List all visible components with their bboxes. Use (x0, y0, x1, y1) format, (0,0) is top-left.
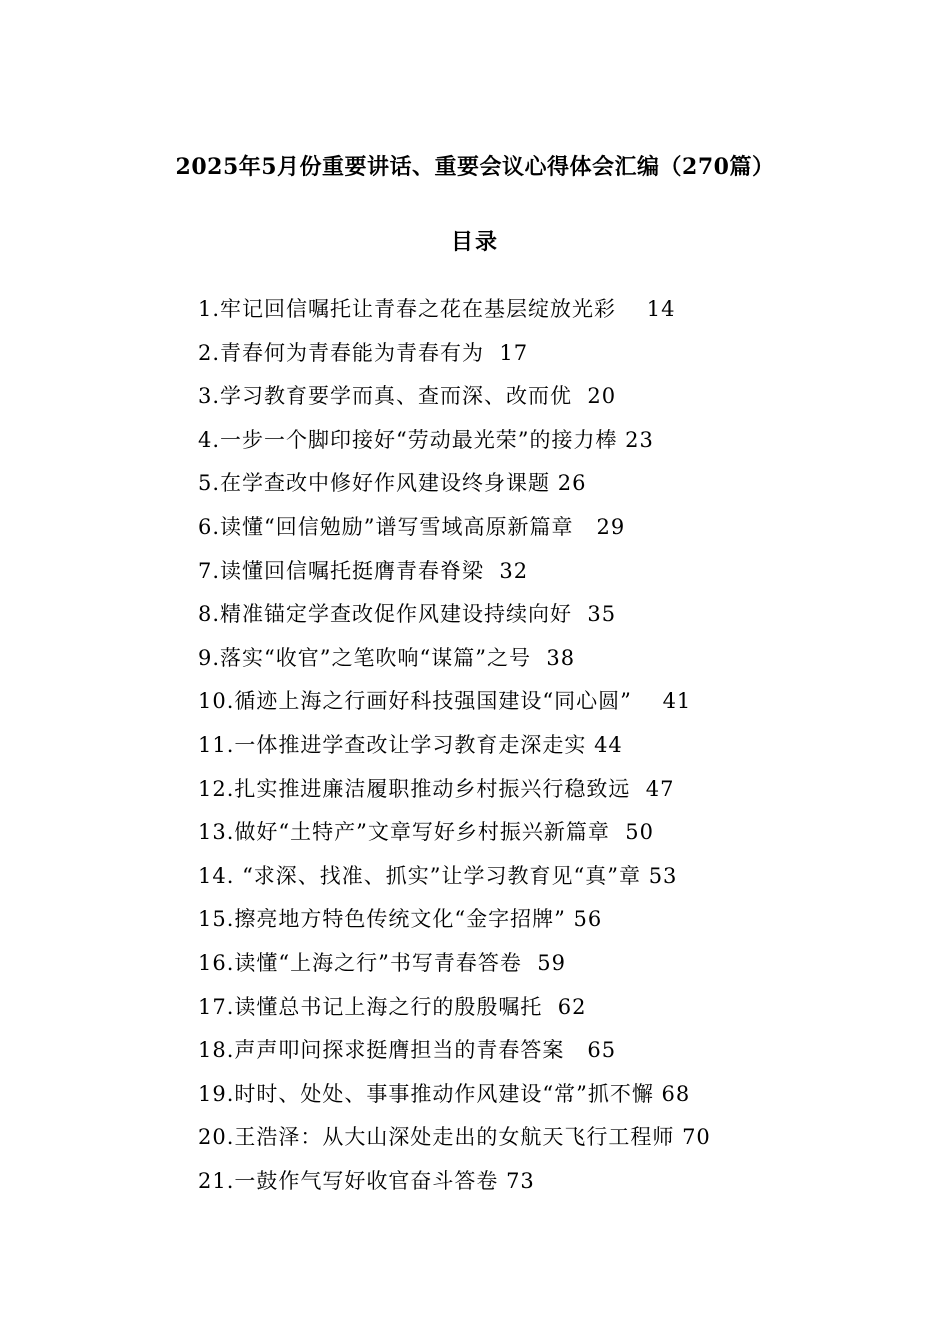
toc-item-text: 13.做好“土特产”文章写好乡村振兴新篇章 50 (198, 820, 654, 845)
toc-item[interactable] (198, 773, 818, 817)
toc-item[interactable] (198, 293, 818, 337)
toc-item-text: 20.王浩泽：从大山深处走出的女航天飞行工程师 70 (198, 1125, 711, 1150)
toc-item[interactable] (198, 337, 818, 381)
toc-item[interactable] (198, 947, 818, 991)
toc-item[interactable] (198, 816, 818, 860)
toc-item[interactable] (198, 903, 818, 947)
toc-item-text: 16.读懂“上海之行”书写青春答卷 59 (198, 950, 566, 975)
toc-item[interactable] (198, 1034, 818, 1078)
toc-item[interactable] (198, 467, 818, 511)
table-of-contents (198, 293, 818, 1208)
toc-item[interactable] (198, 1078, 818, 1122)
toc-item-text: 17.读懂总书记上海之行的殷殷嘱托 62 (198, 994, 587, 1019)
toc-item-text: 10.循迹上海之行画好科技强国建设“同心圆” 41 (198, 689, 692, 714)
toc-item-text: 1.牢记回信嘱托让青春之花在基层绽放光彩 14 (198, 297, 676, 321)
toc-item[interactable] (198, 685, 818, 729)
toc-item-text: 18.声声叩问探求挺膺担当的青春答案 65 (198, 1038, 617, 1063)
toc-item-text: 9.落实“收官”之笔吹响“谋篇”之号 38 (198, 645, 576, 670)
toc-item[interactable] (198, 729, 818, 773)
toc-item-text: 2.青春何为青春能为青春有为 17 (198, 340, 529, 365)
toc-item-text: 8.精准锚定学查改促作风建设持续向好 35 (198, 602, 617, 627)
toc-item[interactable] (198, 860, 818, 904)
toc-item-text: 4.一步一个脚印接好“劳动最光荣”的接力棒 23 (198, 427, 654, 452)
toc-item[interactable] (198, 424, 818, 468)
toc-heading: 目录 (450, 229, 499, 255)
toc-item[interactable] (198, 380, 818, 424)
toc-item-text: 7.读懂回信嘱托挺膺青春脊梁 32 (198, 558, 529, 583)
toc-item-text: 12.扎实推进廉洁履职推动乡村振兴行稳致远 47 (198, 776, 675, 801)
document-title: 2025年5月份重要讲话、重要会议心得体会汇编（270篇） (175, 154, 775, 180)
toc-item[interactable] (198, 511, 818, 555)
toc-item-text: 3.学习教育要学而真、查而深、改而优 20 (198, 384, 617, 409)
toc-item[interactable] (198, 1165, 818, 1209)
toc-item-text: 14. “求深、找准、抓实”让学习教育见“真”章 53 (198, 863, 678, 888)
toc-item[interactable] (198, 555, 818, 599)
toc-item-text: 21.一鼓作气写好收官奋斗答卷 73 (198, 1168, 535, 1193)
toc-item[interactable] (198, 642, 818, 686)
toc-item-text: 11.一体推进学查改让学习教育走深走实 44 (198, 732, 623, 757)
toc-item-text: 6.读懂“回信勉励”谱写雪域高原新篇章 29 (198, 514, 626, 539)
toc-item-text: 15.擦亮地方特色传统文化“金字招牌” 56 (198, 907, 603, 932)
toc-item[interactable] (198, 598, 818, 642)
toc-item[interactable] (198, 991, 818, 1035)
toc-item[interactable] (198, 1121, 818, 1165)
toc-item-text: 5.在学查改中修好作风建设终身课题 26 (198, 471, 587, 496)
toc-item-text: 19.时时、处处、事事推动作风建设“常”抓不懈 68 (198, 1081, 691, 1106)
